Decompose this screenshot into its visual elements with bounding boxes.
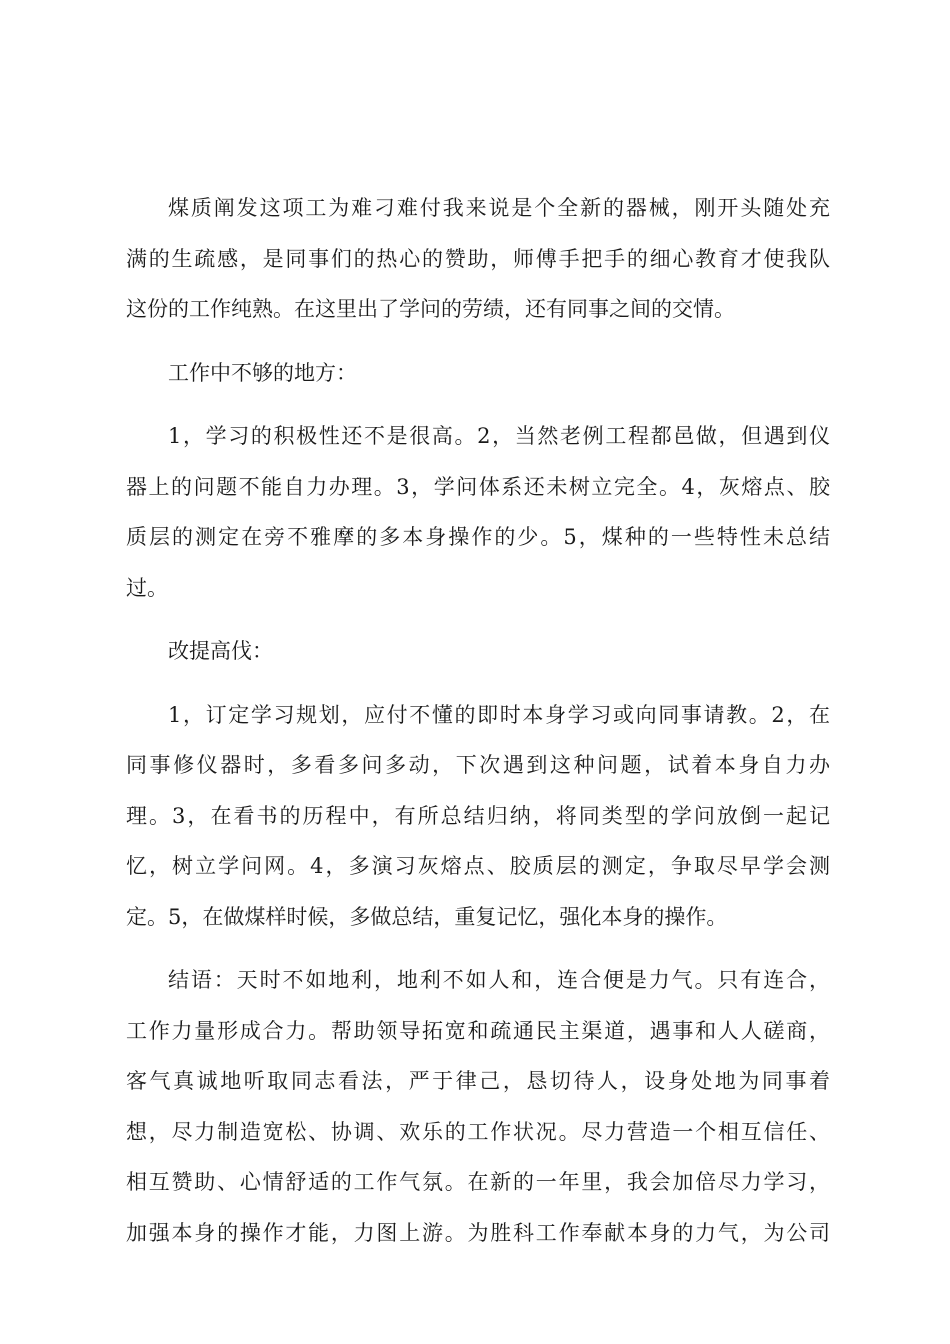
text-line: 1，学习的积极性还不是很高。2，当然老例工程都邑做，但遇到仪 [168, 424, 830, 448]
text-line: 煤质阐发这项工为难刁难付我来说是个全新的器械，刚开头随处充 [168, 196, 830, 220]
paragraph-improvements [126, 690, 830, 943]
heading-improvements [126, 626, 830, 677]
text-line: 定。5，在做煤样时候，多做总结，重复记忆，强化本身的操作。 [126, 904, 728, 929]
text-line: 同事修仪器时，多看多问多动，下次遇到这种问题，试着本身自力办 [126, 753, 830, 777]
document-body [126, 183, 830, 1271]
text-line: 器上的问题不能自力办理。3，学问体系还未树立完全。4，灰熔点、胶 [126, 474, 830, 499]
text-line: 满的生疏感，是同事们的热心的赞助，师傅手把手的细心教育才使我队 [126, 246, 830, 271]
paragraph-conclusion [126, 955, 830, 1258]
text-line: 质层的测定在旁不雅摩的多本身操作的少。5，煤种的一些特性未总结 [126, 525, 830, 549]
text-line: 相互赞助、心情舒适的工作气氛。在新的一年里，我会加倍尽力学习， [126, 1170, 830, 1194]
text-line: 工作中不够的地方： [168, 360, 357, 385]
paragraph-intro [126, 183, 830, 335]
heading-shortcomings [126, 348, 830, 399]
text-line: 结语：天时不如地利，地利不如人和，连合便是力气。只有连合， [168, 968, 830, 992]
text-line: 加强本身的操作才能，力图上游。为胜科工作奉献本身的力气，为公司 [126, 1220, 830, 1245]
text-line: 改提高伐： [168, 639, 273, 663]
text-line: 理。3，在看书的历程中，有所总结归纳，将同类型的学问放倒一起记 [126, 803, 830, 828]
text-line: 过。 [126, 575, 168, 600]
text-line: 想，尽力制造宽松、协调、欢乐的工作状况。尽力营造一个相互信任、 [126, 1119, 830, 1144]
text-line: 忆，树立学问网。4，多演习灰熔点、胶质层的测定，争取尽早学会测 [126, 854, 830, 878]
text-line: 工作力量形成合力。帮助领导拓宽和疏通民主渠道，遇事和人人磋商， [126, 1018, 830, 1043]
text-line: 客气真诚地听取同志看法，严于律己，恳切待人，设身处地为同事着 [126, 1069, 830, 1093]
text-line: 这份的工作纯熟。在这里出了学问的劳绩，还有同事之间的交情。 [126, 297, 735, 321]
text-line: 1，订定学习规划，应付不懂的即时本身学习或向同事请教。2，在 [168, 702, 830, 727]
paragraph-shortcomings [126, 411, 830, 613]
